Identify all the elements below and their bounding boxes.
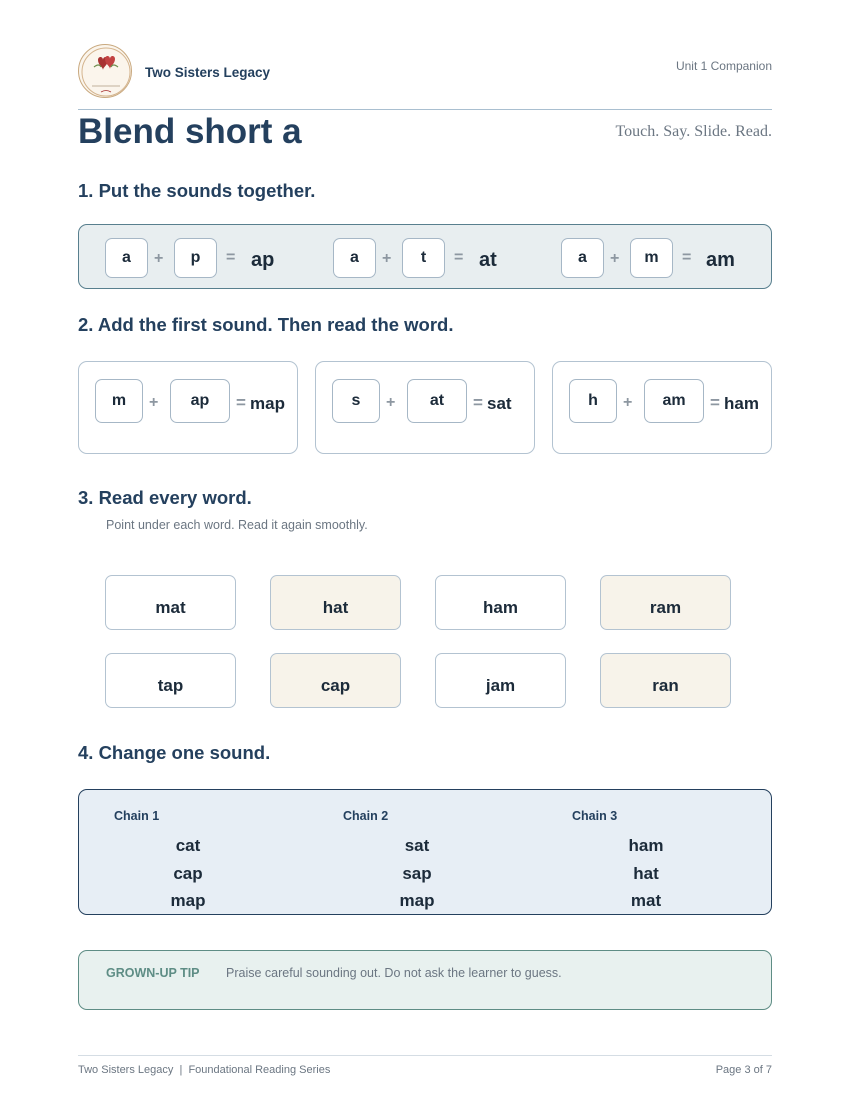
rime-tile: ap xyxy=(170,379,230,423)
tip-label: GROWN-UP TIP xyxy=(106,966,200,980)
brand-name: Two Sisters Legacy xyxy=(145,65,271,80)
chain-word: map xyxy=(170,891,206,910)
equals-sign: = xyxy=(473,393,483,412)
blend-result: ap xyxy=(251,249,275,271)
first-sound-tile: s xyxy=(332,379,380,423)
word-result: sat xyxy=(487,394,512,413)
sound-tile: m xyxy=(630,238,673,278)
word-result: map xyxy=(250,394,285,413)
chain-word: mat xyxy=(630,891,662,910)
sound-tile: a xyxy=(561,238,604,278)
chain-word: ham xyxy=(628,836,664,855)
section-3-instruction: Point under each word. Read it again smoothly. xyxy=(106,518,368,532)
tip-text: Praise careful sounding out. Do not ask the learner to guess. xyxy=(226,966,562,980)
first-sound-tile: m xyxy=(95,379,143,423)
plus-sign: + xyxy=(623,394,633,411)
plus-sign: + xyxy=(386,394,396,411)
sound-tile: a xyxy=(105,238,148,278)
word-chains-panel xyxy=(78,789,772,915)
word-tile: cap xyxy=(270,653,401,708)
section-4-heading: 4. Change one sound. xyxy=(78,742,271,763)
chain-word: cat xyxy=(175,836,201,855)
equals-sign: = xyxy=(226,249,236,266)
rime-tile: am xyxy=(644,379,704,423)
logo-emblem-icon xyxy=(79,45,132,98)
word-result: ham xyxy=(724,394,759,413)
chain-word: sat xyxy=(404,836,430,855)
section-1-heading: 1. Put the sounds together. xyxy=(78,180,316,201)
page-tagline: Touch. Say. Slide. Read. xyxy=(615,123,772,140)
unit-label: Unit 1 Companion xyxy=(675,59,772,73)
blend-result: am xyxy=(706,249,735,271)
page-title: Blend short a xyxy=(78,112,302,151)
word-tile: tap xyxy=(105,653,236,708)
footer-series: Two Sisters Legacy | Foundational Reading Series xyxy=(78,1064,331,1076)
first-sound-tile: h xyxy=(569,379,617,423)
add-sound-card xyxy=(78,361,298,454)
chain-1-label: Chain 1 xyxy=(114,809,160,823)
equals-sign: = xyxy=(710,393,720,412)
section-1-panel xyxy=(78,224,772,289)
add-sound-card xyxy=(315,361,535,454)
plus-sign: + xyxy=(154,250,164,267)
sound-tile: t xyxy=(402,238,445,278)
word-tile: mat xyxy=(105,575,236,630)
word-tile: ran xyxy=(600,653,731,708)
chain-word: map xyxy=(399,891,435,910)
add-sound-card xyxy=(552,361,772,454)
plus-sign: + xyxy=(610,250,620,267)
plus-sign: + xyxy=(382,250,392,267)
sound-tile: a xyxy=(333,238,376,278)
grown-up-tip-box xyxy=(78,950,772,1010)
equals-sign: = xyxy=(454,249,464,266)
chain-2-label: Chain 2 xyxy=(343,809,389,823)
sound-tile: p xyxy=(174,238,217,278)
word-tile: ham xyxy=(435,575,566,630)
page-header xyxy=(78,44,772,110)
plus-sign: + xyxy=(149,394,159,411)
equals-sign: = xyxy=(236,393,246,412)
chain-word: sap xyxy=(402,864,432,883)
section-2-heading: 2. Add the first sound. Then read the word. xyxy=(78,314,454,335)
chain-word: cap xyxy=(173,864,203,883)
rime-tile: at xyxy=(407,379,467,423)
blend-result: at xyxy=(479,249,497,271)
chain-3-label: Chain 3 xyxy=(572,809,618,823)
page-number: Page 3 of 7 xyxy=(715,1064,772,1076)
page-footer xyxy=(78,1055,772,1085)
brand-logo xyxy=(78,44,132,98)
section-3-heading: 3. Read every word. xyxy=(78,487,252,508)
word-tile: jam xyxy=(435,653,566,708)
word-tile: ram xyxy=(600,575,731,630)
word-tile: hat xyxy=(270,575,401,630)
chain-word: hat xyxy=(633,864,659,883)
equals-sign: = xyxy=(682,249,692,266)
